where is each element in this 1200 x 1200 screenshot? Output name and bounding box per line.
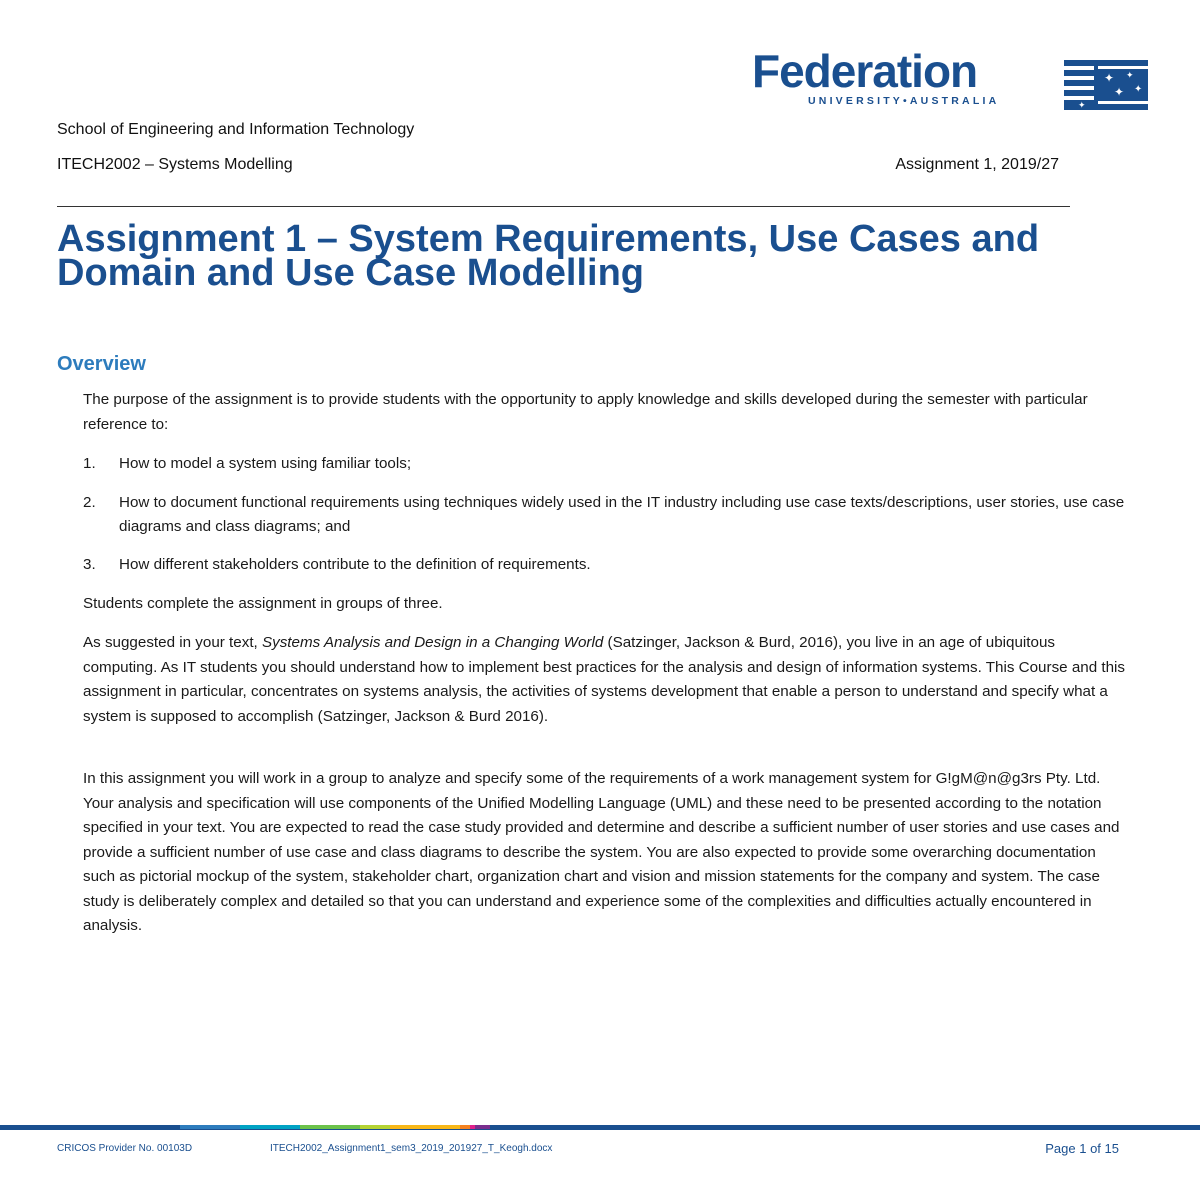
assignment-paragraph: In this assignment you will work in a group to analyze and specify some of the requirements of a work management system for G!gM@n@g3rs Pty. Ltd. Your analysis and specification will use components of the Unified Modelling Language (UML) and these need to be presented according to the notation specified in your text. You are expected to read the case study provided and determine and describe a sufficient number of user stories and use cases and provide a sufficient number of use case and class diagrams to describe the system. You are also expected to provide some overarching documentation such as pictorial mockup of the system, stakeholder chart, organization chart and vision and mission statements for the company and system. The case study is deliberately complex and detailed so that you can understand and experience some of the complexities and difficulties actually encountered in analysis. (83, 770, 1120, 934)
southern-cross-flag-icon (1064, 60, 1148, 110)
course-name: ITECH2002 – Systems Modelling (57, 156, 293, 173)
context-text-rest: (Satzinger, Jackson & Burd, 2016), you live in an age of ubiquitous computing. As IT students you should understand how to implement best practices for the analysis and design of information systems. This Course and this assignment in particular, concentrates on systems analysis, the activities of systems development that enable a person to understand and specify what a system is supposed to accomplish (Satzinger, Jackson & Burd 2016). (83, 634, 1126, 725)
svg-text:✦: ✦ (1104, 71, 1115, 85)
list-item-number: 2. (83, 494, 96, 511)
logo-wordmark: Federation (752, 45, 978, 97)
svg-text:✦: ✦ (1078, 101, 1086, 110)
list-item (83, 491, 1128, 539)
context-text-start: As suggested in your text, (83, 634, 262, 651)
textbook-title: Systems Analysis and Design in a Changing World (261, 634, 604, 651)
header-divider (57, 206, 1070, 207)
school-name: School of Engineering and Information Technology (57, 121, 415, 138)
list-item-number: 1. (83, 455, 96, 472)
list-item-number: 3. (83, 556, 96, 573)
list-item (83, 553, 1128, 577)
document-filename: ITECH2002_Assignment1_sem3_2019_201927_T_Keogh.docx (270, 1143, 553, 1154)
context-paragraph (83, 631, 1128, 729)
groups-paragraph: Students complete the assignment in groups of three. (83, 595, 443, 612)
document-title: Assignment 1 – System Requirements, Use Cases and Domain and Use Case Modelling (57, 218, 1040, 294)
logo-subtitle: UNIVERSITY•AUSTRALIA (808, 95, 1000, 107)
list-item-text: How different stakeholders contribute to the definition of requirements. (119, 556, 591, 573)
list-item-text: How to document functional requirements using techniques widely used in the IT industry including use case texts/descriptions, user stories, use case diagrams and class diagrams; and (119, 494, 1125, 535)
svg-text:✦: ✦ (1134, 84, 1143, 95)
federation-university-logo (752, 45, 1148, 114)
list-item-text: How to model a system using familiar tools; (119, 455, 412, 472)
intro-paragraph: The purpose of the assignment is to provide students with the opportunity to apply knowledge and skills developed during the semester with particular reference to: (83, 391, 1088, 433)
cricos-provider: CRICOS Provider No. 00103D (57, 1143, 193, 1154)
footer-divider (0, 1129, 1200, 1130)
assignment-label: Assignment 1, 2019/27 (895, 156, 1059, 173)
overview-heading: Overview (57, 353, 146, 375)
svg-text:✦: ✦ (1114, 85, 1125, 99)
page-number: Page 1 of 15 (1045, 1141, 1119, 1156)
svg-text:✦: ✦ (1126, 71, 1134, 81)
list-item (83, 452, 1128, 476)
